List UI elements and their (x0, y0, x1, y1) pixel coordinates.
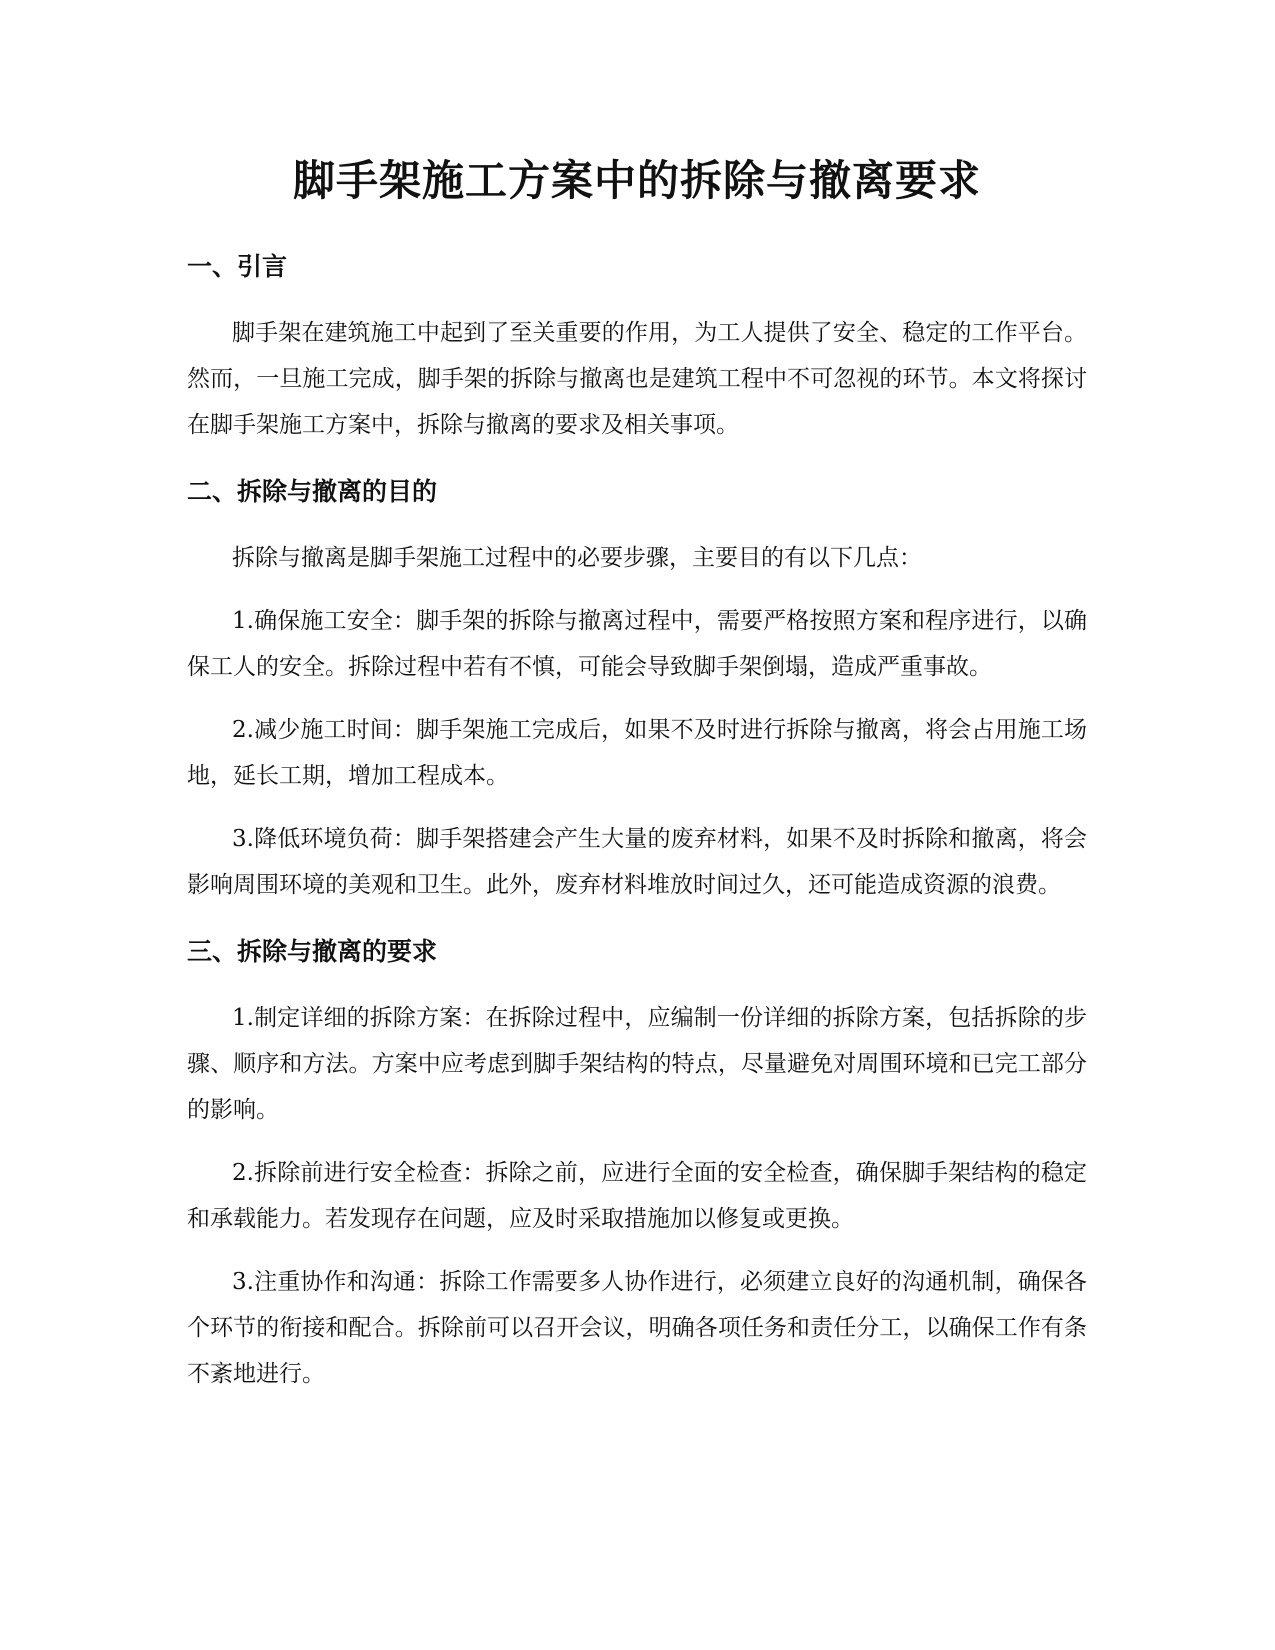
paragraph: 1.确保施工安全：脚手架的拆除与撤离过程中，需要严格按照方案和程序进行，以确保工人的安全。拆除过程中若有不慎，可能会导致脚手架倒塌，造成严重事故。 (187, 608, 1087, 680)
paragraph: 2.拆除前进行安全检查：拆除之前，应进行全面的安全检查，确保脚手架结构的稳定和承载能力。若发现存在问题，应及时采取措施加以修复或更换。 (187, 1160, 1087, 1232)
document-title: 脚手架施工方案中的拆除与撤离要求 (292, 156, 981, 205)
section-heading: 二、拆除与撤离的目的 (187, 477, 438, 506)
section-requirements (187, 935, 1087, 1397)
paragraph: 1.制定详细的拆除方案：在拆除过程中，应编制一份详细的拆除方案，包括拆除的步骤、顺序和方法。方案中应考虑到脚手架结构的特点，尽量避免对周围环境和已完工部分的影响。 (187, 1005, 1087, 1123)
document-page (187, 150, 1087, 1397)
paragraph: 2.减少施工时间：脚手架施工完成后，如果不及时进行拆除与撤离，将会占用施工场地，延长工期，增加工程成本。 (187, 717, 1087, 789)
paragraph: 拆除与撤离是脚手架施工过程中的必要步骤，主要目的有以下几点： (232, 545, 922, 571)
section-introduction (187, 250, 1087, 448)
section-heading: 三、拆除与撤离的要求 (187, 937, 438, 966)
paragraph: 3.降低环境负荷：脚手架搭建会产生大量的废弃材料，如果不及时拆除和撤离，将会影响周围环境的美观和卫生。此外，废弃材料堆放时间过久，还可能造成资源的浪费。 (187, 826, 1087, 898)
section-heading: 一、引言 (187, 252, 288, 281)
section-purpose (187, 475, 1087, 908)
paragraph: 3.注重协作和沟通：拆除工作需要多人协作进行，必须建立良好的沟通机制，确保各个环节的衔接和配合。拆除前可以召开会议，明确各项任务和责任分工，以确保工作有条不紊地进行。 (187, 1269, 1087, 1387)
paragraph: 脚手架在建筑施工中起到了至关重要的作用，为工人提供了安全、稳定的工作平台。然而，一旦施工完成，脚手架的拆除与撤离也是建筑工程中不可忽视的环节。本文将探讨在脚手架施工方案中，拆除与撤离的要求及相关事项。 (187, 320, 1087, 438)
